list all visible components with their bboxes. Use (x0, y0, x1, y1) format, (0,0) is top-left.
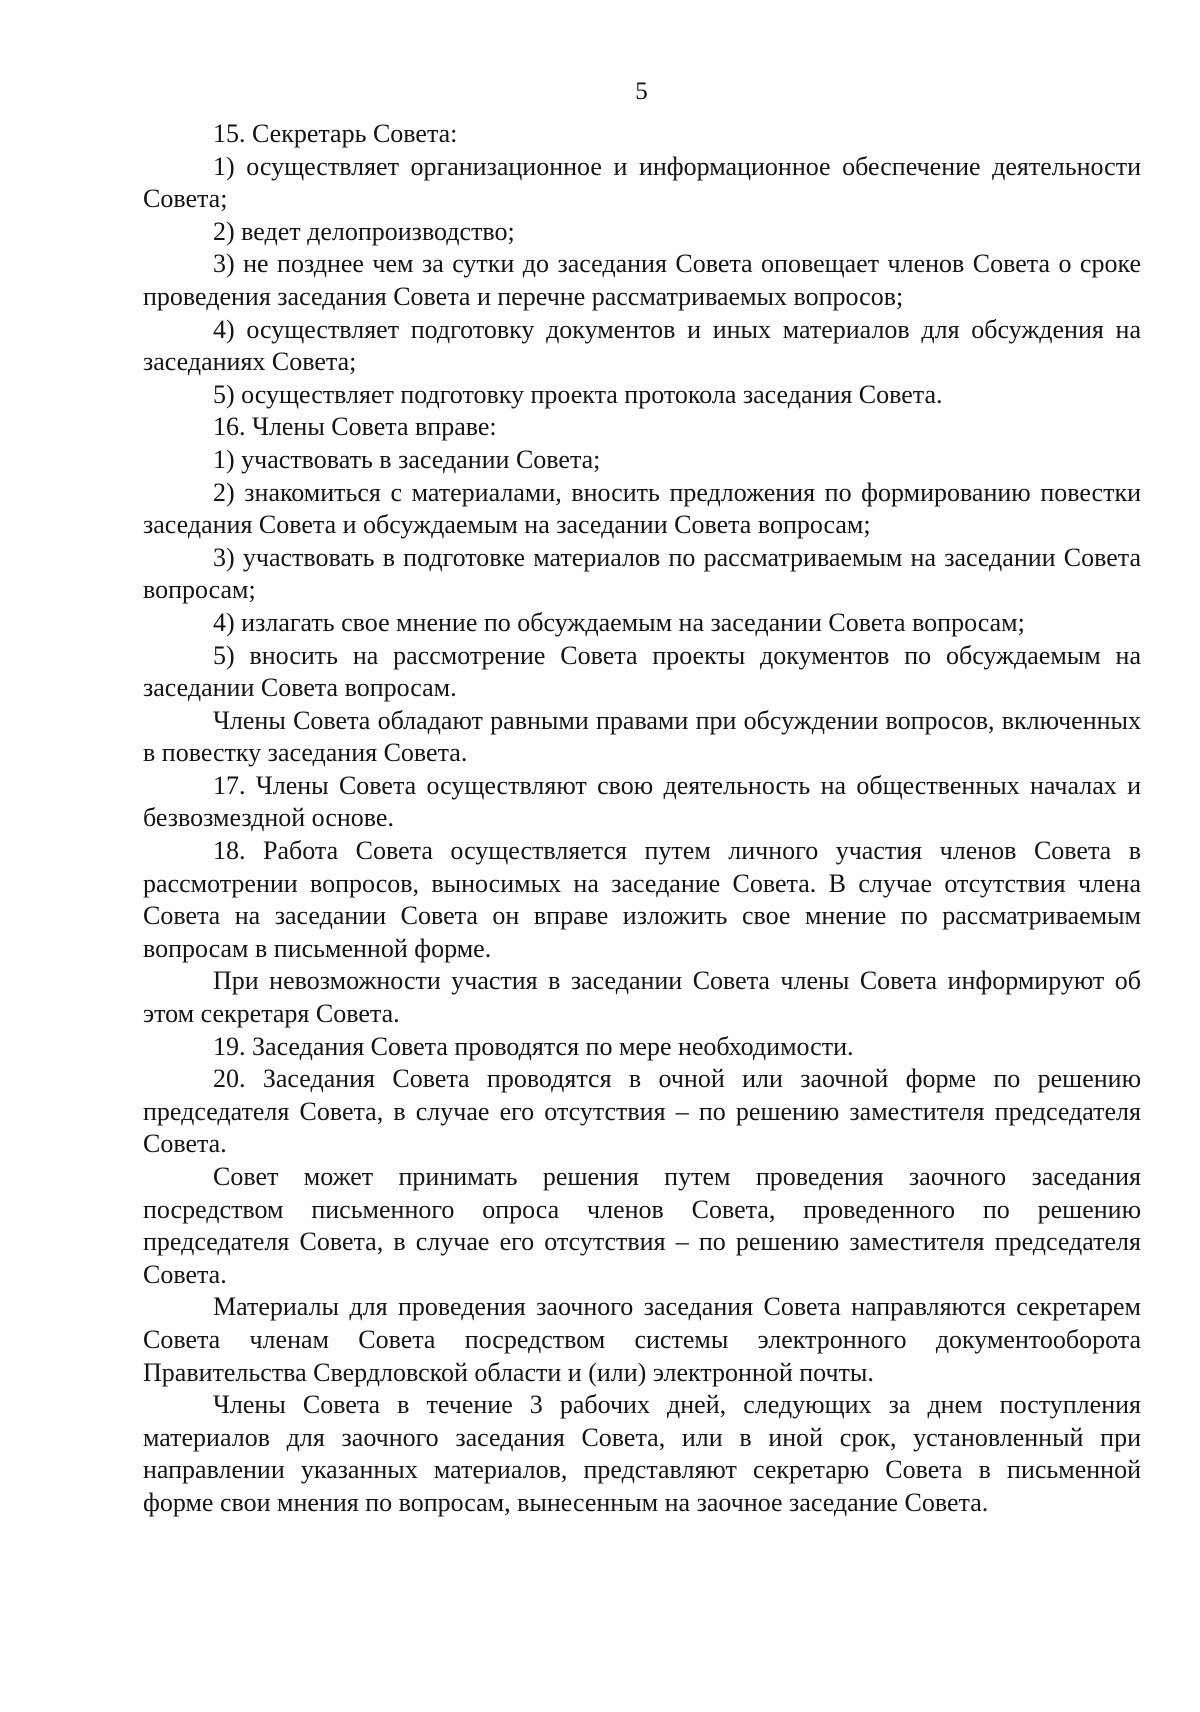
paragraph-18-absence: При невозможности участия в заседании Совета члены Совета информируют об этом секретаря Совета. (143, 966, 1141, 1029)
paragraph-20: 20. Заседания Совета проводятся в очной или заочной форме по решению председателя Совета, в случае его отсутствия – по решению заместителя председателя Совета. (143, 1064, 1141, 1159)
paragraph-16-heading: 16. Члены Совета вправе: (213, 412, 497, 442)
paragraph-16-item-5: 5) вносить на рассмотрение Совета проекты документов по обсуждаемым на заседании Совета вопросам. (143, 640, 1141, 703)
paragraph-15-item-3: 3) не позднее чем за сутки до заседания Совета оповещает членов Совета о сроке проведения заседания Совета и перечне рассматриваемых вопросов; (143, 249, 1141, 311)
paragraph-15-item-2: 2) ведет делопроизводство; (213, 216, 515, 246)
paragraph-20-opinions: Члены Совета в течение 3 рабочих дней, следующих за днем поступления материалов для заочного заседания Совета, или в иной срок, установленный при направлении указанных материалов, представляют секретарю Совета в письменной форме свои мнения по вопросам, вынесенным на заочное заседание Совета. (143, 1390, 1141, 1517)
paragraph-15-item-5: 5) осуществляет подготовку проекта протокола заседания Совета. (213, 379, 943, 409)
paragraph-20-materials: Материалы для проведения заочного заседания Совета направляются секретарем Совета членам Совета посредством системы электронного документооборота Правительства Свердловской области и (или) электронной почты. (143, 1292, 1141, 1387)
paragraph-16-item-3: 3) участвовать в подготовке материалов по рассматриваемым на заседании Совета вопросам; (143, 542, 1141, 605)
paragraph-20-absentee-decisions: Совет может принимать решения путем проведения заочного заседания посредством письменного опроса членов Совета, проведенного по решению председателя Совета, в случае его отсутствия – по решению заместителя председателя Совета. (143, 1162, 1141, 1289)
paragraph-18: 18. Работа Совета осуществляется путем личного участия членов Совета в рассмотрении вопросов, выносимых на заседание Совета. В случае отсутствия члена Совета на заседании Совета он вправе изложить свое мнение по рассматриваемым вопросам в письменной форме. (143, 836, 1141, 963)
paragraph-15-item-4: 4) осуществляет подготовку документов и иных материалов для обсуждения на заседаниях Совета; (143, 314, 1141, 377)
document-body (143, 118, 1141, 1520)
paragraph-15-item-1: 1) осуществляет организационное и информационное обеспечение деятельности Совета; (143, 151, 1141, 214)
paragraph-19: 19. Заседания Совета проводятся по мере необходимости. (213, 1031, 854, 1061)
paragraph-16-equal-rights: Члены Совета обладают равными правами при обсуждении вопросов, включенных в повестку заседания Совета. (143, 705, 1141, 768)
paragraph-16-item-1: 1) участвовать в заседании Совета; (213, 444, 601, 474)
paragraph-15-heading: 15. Секретарь Совета: (213, 119, 458, 148)
paragraph-16-item-2: 2) знакомиться с материалами, вносить предложения по формированию повестки заседания Совета и обсуждаемым на заседании Совета вопросам; (143, 477, 1141, 540)
paragraph-16-item-4: 4) излагать свое мнение по обсуждаемым на заседании Совета вопросам; (213, 607, 1025, 637)
paragraph-17: 17. Члены Совета осуществляют свою деятельность на общественных началах и безвозмездной основе. (143, 770, 1141, 833)
page-number: 5 (635, 78, 648, 105)
